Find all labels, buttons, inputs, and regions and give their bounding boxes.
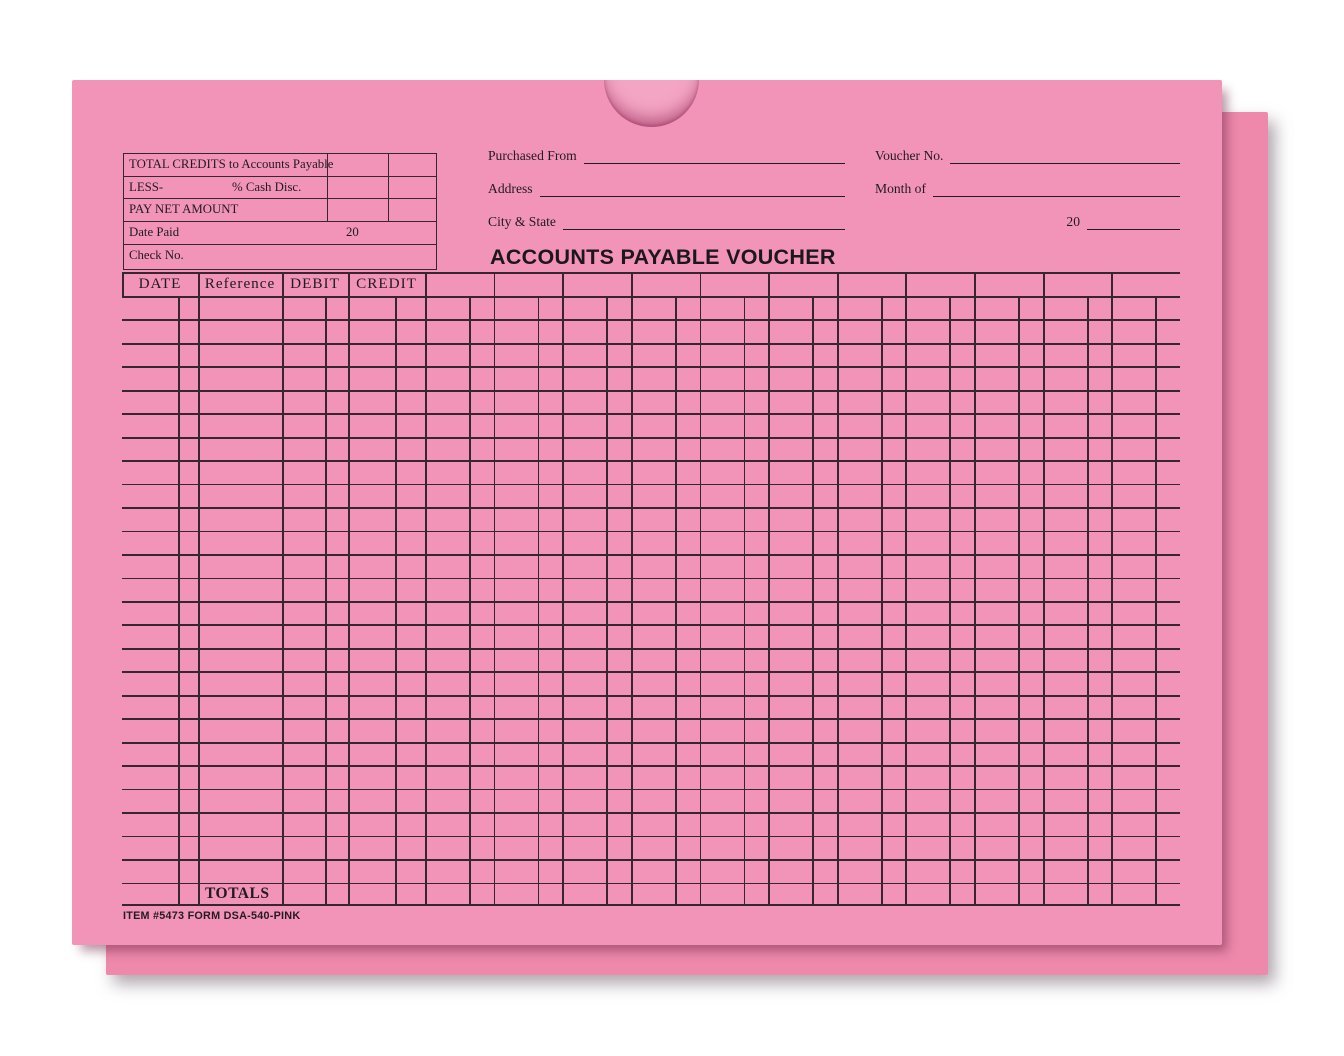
grid-line	[122, 507, 1180, 509]
total-credits-cents-cell	[389, 154, 436, 176]
grid-line	[538, 296, 540, 906]
date-paid-label: Date Paid	[129, 225, 180, 240]
total-credits-label: TOTAL CREDITS to Accounts Payable	[124, 154, 328, 176]
grid-line	[1018, 296, 1020, 906]
less-label: LESS-	[129, 179, 164, 194]
month-of-blank-line	[933, 181, 1180, 197]
grid-line	[905, 272, 907, 296]
grid-line	[122, 765, 1180, 767]
grid-line	[122, 812, 1180, 814]
grid-line	[122, 343, 1180, 345]
ledger-grid	[122, 272, 1180, 906]
grid-line	[1043, 296, 1045, 906]
grid-line	[122, 554, 1180, 556]
grid-line	[974, 296, 976, 906]
grid-line	[1043, 272, 1045, 296]
grid-line	[282, 296, 284, 906]
voucher-no-blank-line	[950, 148, 1180, 164]
grid-line	[122, 319, 1180, 321]
grid-line	[469, 296, 471, 906]
thumb-cut-notch	[604, 80, 699, 127]
grid-line	[1155, 296, 1157, 906]
totals-label: TOTALS	[205, 885, 270, 903]
voucher-no-field	[875, 148, 1180, 164]
grid-line	[606, 296, 608, 906]
address-label: Address	[488, 181, 533, 196]
month-of-label: Month of	[875, 181, 926, 196]
column-header-debit: DEBIT	[290, 275, 340, 292]
total-credits-amount-cell	[328, 154, 389, 176]
grid-line	[122, 296, 1180, 298]
grid-line	[700, 296, 702, 906]
grid-line	[768, 272, 770, 296]
page-title: ACCOUNTS PAYABLE VOUCHER	[490, 245, 836, 269]
pay-net-label: PAY NET AMOUNT	[124, 199, 328, 221]
year-field	[875, 214, 1180, 230]
address-blank-line	[540, 181, 845, 197]
grid-line	[425, 296, 427, 906]
grid-line	[122, 460, 1180, 462]
grid-line	[325, 296, 327, 906]
city-state-label: City & State	[488, 214, 556, 229]
grid-line	[122, 601, 1180, 603]
grid-line	[122, 742, 1180, 744]
less-discount-cents-cell	[389, 177, 436, 199]
less-discount-label-cell	[124, 177, 328, 199]
summary-row-total-credits	[124, 154, 436, 177]
column-header-reference: Reference	[204, 275, 276, 292]
purchased-from-blank-line	[584, 148, 845, 164]
pay-net-cents-cell	[389, 199, 436, 221]
grid-line	[562, 296, 564, 906]
date-paid-year-prefix: 20	[346, 225, 359, 240]
purchased-from-label: Purchased From	[488, 148, 577, 163]
summary-box	[123, 153, 437, 270]
voucher-no-label: Voucher No.	[875, 148, 944, 163]
accounts-payable-voucher-envelope	[72, 80, 1222, 945]
grid-line	[837, 296, 839, 906]
grid-line	[1111, 272, 1113, 296]
city-state-field	[488, 214, 845, 230]
grid-line	[198, 296, 200, 906]
summary-row-check-no	[124, 245, 436, 268]
grid-line	[562, 272, 564, 296]
grid-line	[178, 296, 180, 906]
grid-line	[122, 484, 1180, 486]
grid-line	[395, 296, 397, 906]
grid-line	[631, 296, 633, 906]
grid-line	[744, 296, 746, 906]
grid-line	[122, 836, 1180, 838]
summary-row-date-paid	[124, 222, 436, 245]
grid-line	[122, 671, 1180, 673]
grid-line	[812, 296, 814, 906]
purchased-from-field	[488, 148, 845, 164]
grid-line	[122, 624, 1180, 626]
grid-line	[881, 296, 883, 906]
grid-line	[122, 366, 1180, 368]
grid-line	[974, 272, 976, 296]
grid-line	[122, 695, 1180, 697]
year-prefix-label: 20	[1066, 214, 1080, 229]
grid-line	[122, 718, 1180, 720]
column-header-date: DATE	[138, 275, 182, 292]
grid-line	[122, 531, 1180, 533]
grid-line	[122, 648, 1180, 650]
summary-row-pay-net	[124, 199, 436, 222]
grid-line	[494, 272, 496, 296]
date-paid-cell	[124, 222, 436, 244]
less-discount-amount-cell	[328, 177, 389, 199]
grid-line	[631, 272, 633, 296]
year-blank-line	[1087, 214, 1180, 230]
grid-line	[949, 296, 951, 906]
grid-line	[425, 272, 427, 296]
month-of-field	[875, 181, 1180, 197]
grid-line	[1111, 296, 1113, 906]
grid-line	[348, 296, 350, 906]
grid-line	[905, 296, 907, 906]
grid-line	[675, 296, 677, 906]
grid-line	[494, 296, 496, 906]
grid-line	[122, 578, 1180, 580]
city-state-blank-line	[563, 214, 845, 230]
address-field	[488, 181, 845, 197]
grid-line	[700, 272, 702, 296]
check-no-label: Check No.	[129, 247, 184, 262]
grid-line	[122, 390, 1180, 392]
grid-line	[837, 272, 839, 296]
form-item-number: ITEM #5473 FORM DSA-540-PINK	[123, 910, 301, 922]
grid-line	[122, 859, 1180, 861]
grid-line	[768, 296, 770, 906]
column-header-credit: CREDIT	[356, 275, 417, 292]
pay-net-amount-cell	[328, 199, 389, 221]
grid-line	[122, 437, 1180, 439]
cash-disc-label: % Cash Disc.	[232, 179, 302, 194]
grid-line	[122, 413, 1180, 415]
summary-row-less-discount	[124, 177, 436, 200]
grid-line	[122, 789, 1180, 791]
grid-line	[1087, 296, 1089, 906]
